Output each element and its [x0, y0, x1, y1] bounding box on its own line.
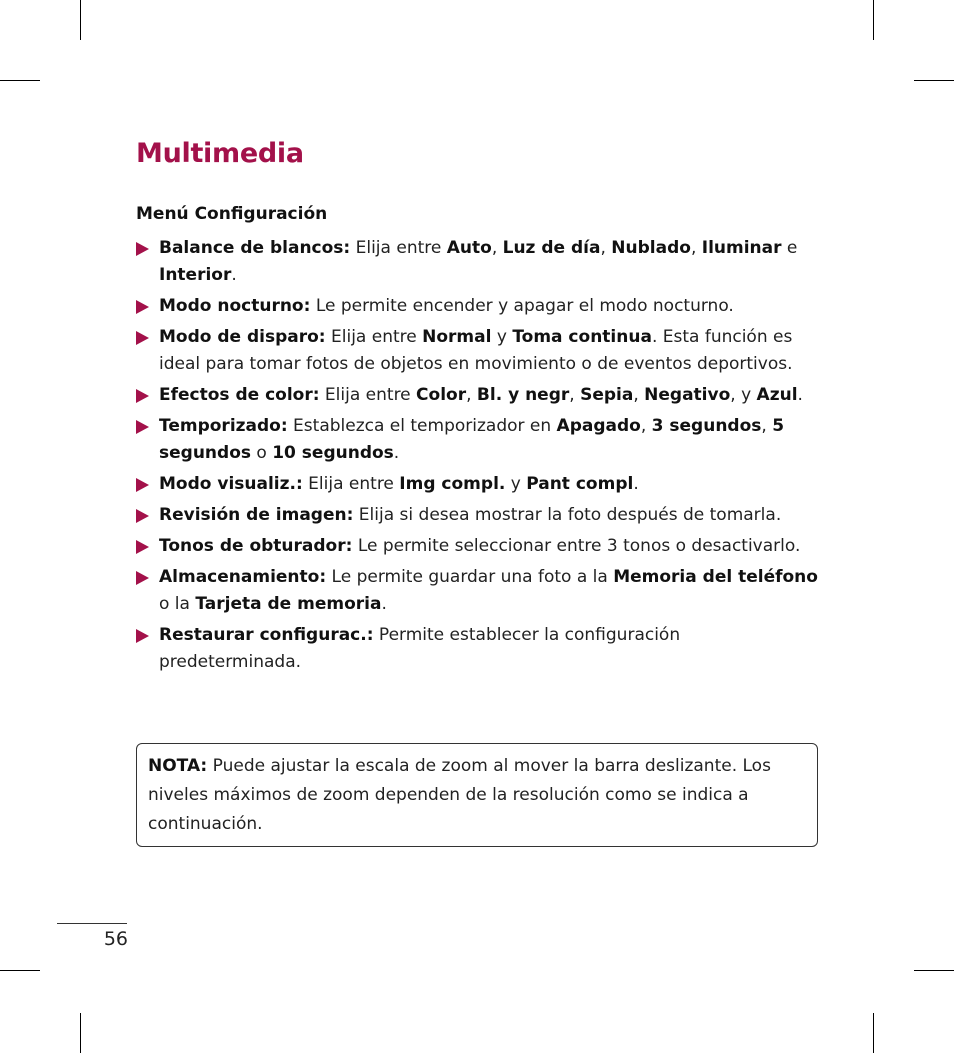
item-text: .: [381, 594, 387, 614]
item-label: Modo nocturno:: [159, 296, 311, 316]
page-number-rule: [57, 923, 127, 924]
option-name: 5 segundos: [159, 416, 785, 463]
item-label: Restaurar configurac.:: [159, 625, 374, 645]
crop-mark: [873, 1013, 874, 1053]
item-text: .: [393, 443, 400, 463]
option-name: Luz de día: [502, 238, 601, 258]
triangle-right-icon: [136, 242, 149, 256]
item-text: ,: [491, 238, 503, 258]
list-item: [136, 324, 818, 378]
option-name: Memoria del teléfono: [613, 567, 818, 587]
crop-mark: [914, 970, 954, 971]
item-text: Establezca el temporizador en: [287, 416, 557, 436]
triangle-right-icon: [136, 420, 149, 434]
triangle-right-icon: [136, 629, 149, 643]
option-name: Negativo: [644, 385, 731, 405]
item-text: Le permite encender y apagar el modo nocturno.: [310, 296, 734, 316]
option-name: Interior: [159, 265, 232, 285]
crop-mark: [80, 0, 81, 40]
item-text: Le permite seleccionar entre 3 tonos o desactivarlo.: [352, 536, 801, 556]
list-item: [136, 382, 818, 409]
option-name: Tarjeta de memoria: [195, 594, 382, 614]
item-text: .: [797, 385, 803, 405]
item-text: ,: [640, 416, 652, 436]
crop-mark: [914, 80, 954, 81]
item-text: o: [251, 443, 273, 463]
item-label: Efectos de color:: [159, 385, 320, 405]
option-name: Azul: [756, 385, 798, 405]
crop-mark: [80, 1013, 81, 1053]
item-text: ,: [466, 385, 477, 405]
triangle-right-icon: [136, 571, 149, 585]
option-name: Bl. y negr: [476, 385, 570, 405]
option-name: Apagado: [556, 416, 641, 436]
option-name: Nublado: [611, 238, 691, 258]
item-text: o la: [159, 594, 196, 614]
item-text: y: [491, 327, 513, 347]
note-text: Puede ajustar la escala de zoom al mover la barra deslizante. Los niveles máximos de zoom dependen de la resolución como se indica a continuación.: [148, 756, 771, 834]
item-label: Tonos de obturador:: [159, 536, 353, 556]
item-text: Elija entre: [325, 327, 423, 347]
item-text: , y: [730, 385, 757, 405]
item-label: Temporizado:: [159, 416, 288, 436]
item-text: ,: [633, 385, 645, 405]
crop-mark: [0, 80, 40, 81]
item-text: ,: [761, 416, 773, 436]
list-item: [136, 533, 818, 560]
option-name: Toma continua: [512, 327, 652, 347]
triangle-right-icon: [136, 478, 149, 492]
page-number: 56: [103, 928, 128, 950]
option-name: Auto: [446, 238, 492, 258]
option-name: 3 segundos: [651, 416, 762, 436]
option-name: Normal: [422, 327, 492, 347]
crop-mark: [873, 0, 874, 40]
item-text: e: [781, 238, 798, 258]
subheading: Menú Configuración: [136, 204, 328, 224]
list-item: [136, 235, 818, 289]
item-label: Modo visualiz.:: [159, 474, 303, 494]
item-text: .: [231, 265, 237, 285]
triangle-right-icon: [136, 331, 149, 345]
section-title: Multimedia: [136, 138, 304, 169]
option-name: 10 segundos: [272, 443, 394, 463]
item-text: ,: [569, 385, 581, 405]
list-item: [136, 293, 818, 320]
list-item: [136, 502, 818, 529]
triangle-right-icon: [136, 300, 149, 314]
item-label: Modo de disparo:: [159, 327, 326, 347]
item-text: Elija si desea mostrar la foto después de tomarla.: [353, 505, 782, 525]
item-text: Elija entre: [302, 474, 400, 494]
triangle-right-icon: [136, 389, 149, 403]
item-text: Le permite guardar una foto a la: [326, 567, 614, 587]
option-name: Color: [416, 385, 467, 405]
option-name: Img compl.: [399, 474, 506, 494]
item-text: .: [633, 474, 639, 494]
item-label: Almacenamiento:: [159, 567, 327, 587]
option-name: Iluminar: [701, 238, 782, 258]
settings-list: [136, 235, 818, 680]
note-box: [136, 743, 818, 847]
triangle-right-icon: [136, 509, 149, 523]
option-name: Pant compl: [526, 474, 634, 494]
item-label: Revisión de imagen:: [159, 505, 354, 525]
option-name: Sepia: [580, 385, 634, 405]
item-text: ,: [690, 238, 702, 258]
note-label: NOTA:: [148, 756, 208, 776]
crop-mark: [0, 970, 40, 971]
triangle-right-icon: [136, 540, 149, 554]
item-text: Elija entre: [319, 385, 417, 405]
item-text: . Esta función es ideal para tomar fotos de objetos en movimiento o de eventos deportivos.: [159, 327, 793, 374]
item-text: Elija entre: [350, 238, 447, 258]
list-item: [136, 622, 818, 676]
item-text: Permite establecer la configuración predeterminada.: [159, 625, 681, 672]
item-text: ,: [600, 238, 612, 258]
list-item: [136, 471, 818, 498]
item-label: Balance de blancos:: [159, 238, 351, 258]
list-item: [136, 564, 818, 618]
item-text: y: [505, 474, 527, 494]
list-item: [136, 413, 818, 467]
